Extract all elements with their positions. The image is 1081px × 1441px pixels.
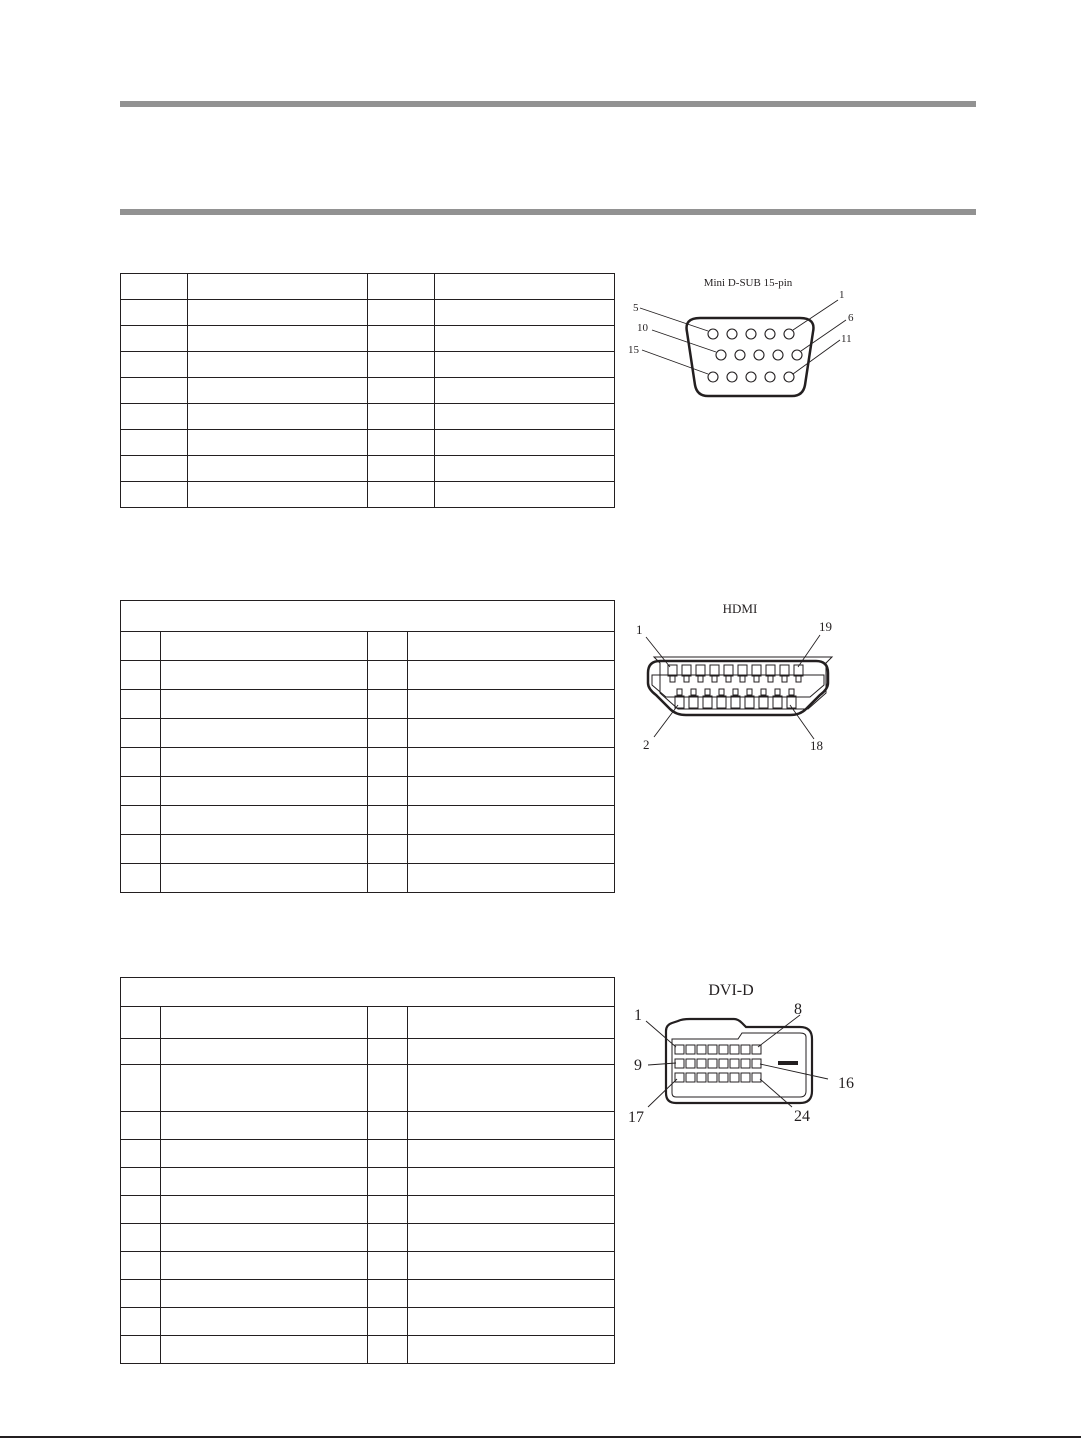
table-cell <box>435 404 615 430</box>
table-header-cell <box>121 978 615 1007</box>
table-cell <box>368 430 435 456</box>
table-cell <box>121 1252 161 1280</box>
hdmi-label-19: 19 <box>819 619 832 634</box>
table-cell <box>188 430 368 456</box>
dvi-pin-table <box>120 977 615 1364</box>
table-cell <box>368 1039 408 1065</box>
second-rule <box>120 209 976 215</box>
table-row <box>121 864 615 893</box>
table-cell <box>368 1252 408 1280</box>
table-cell <box>121 300 188 326</box>
table-row <box>121 1280 615 1308</box>
table-cell <box>435 482 615 508</box>
table-cell <box>435 352 615 378</box>
table-cell <box>188 300 368 326</box>
dvi-label-8: 8 <box>794 1001 802 1018</box>
table-cell <box>121 352 188 378</box>
table-cell <box>121 1280 161 1308</box>
table-cell <box>368 1065 408 1112</box>
top-rule <box>120 101 976 107</box>
dvi-leader-lines <box>646 1015 828 1107</box>
table-header-row <box>121 601 615 632</box>
vga-connector-shell <box>687 318 814 396</box>
table-cell <box>408 835 615 864</box>
table-cell <box>161 632 368 661</box>
table-row <box>121 690 615 719</box>
table-cell <box>121 326 188 352</box>
vga-pin-row-middle <box>716 350 802 360</box>
table-cell <box>368 482 435 508</box>
table-cell <box>368 1280 408 1308</box>
table-row <box>121 404 615 430</box>
table-cell <box>368 1336 408 1364</box>
table-cell <box>121 719 161 748</box>
dvi-diagram-title: DVI-D <box>708 982 754 999</box>
table-cell <box>121 864 161 893</box>
dvi-pin-grid <box>675 1045 761 1082</box>
hdmi-diagram-title: HDMI <box>722 601 758 616</box>
table-cell <box>408 1112 615 1140</box>
vga-connector-diagram <box>620 270 870 410</box>
table-row <box>121 1112 615 1140</box>
table-cell <box>368 378 435 404</box>
table-cell <box>368 632 408 661</box>
vga-pin-row-top <box>708 329 794 339</box>
table-cell <box>408 1168 615 1196</box>
table-cell <box>121 1168 161 1196</box>
table-row <box>121 1065 615 1112</box>
table-cell <box>161 1007 368 1039</box>
table-cell <box>368 806 408 835</box>
table-cell <box>368 352 435 378</box>
table-cell <box>188 352 368 378</box>
table-cell <box>121 1196 161 1224</box>
table-cell <box>121 1308 161 1336</box>
dvi-label-17: 17 <box>628 1109 644 1126</box>
hdmi-pin-row-bottom <box>675 689 796 708</box>
table-cell <box>435 326 615 352</box>
table-cell <box>408 806 615 835</box>
table-row <box>121 1224 615 1252</box>
dvi-label-16: 16 <box>838 1075 854 1092</box>
table-row <box>121 1168 615 1196</box>
table-cell <box>121 404 188 430</box>
table-row <box>121 430 615 456</box>
table-header-row <box>121 978 615 1007</box>
table-row <box>121 352 615 378</box>
table-row <box>121 835 615 864</box>
table-row <box>121 719 615 748</box>
table-row <box>121 378 615 404</box>
bottom-rule <box>0 1436 1081 1438</box>
table-cell <box>368 1196 408 1224</box>
table-cell <box>408 632 615 661</box>
vga-label-5: 5 <box>633 302 639 314</box>
table-cell <box>408 1224 615 1252</box>
table-cell <box>121 690 161 719</box>
table-cell <box>121 456 188 482</box>
table-cell <box>368 748 408 777</box>
hdmi-pin-table <box>120 600 615 893</box>
table-cell <box>121 482 188 508</box>
vga-label-11: 11 <box>841 333 852 345</box>
table-cell <box>368 1112 408 1140</box>
table-cell <box>121 1065 161 1112</box>
table-cell <box>161 1280 368 1308</box>
table-cell <box>188 404 368 430</box>
hdmi-pin-row-top <box>668 665 803 682</box>
table-cell <box>408 748 615 777</box>
table-row <box>121 326 615 352</box>
table-row <box>121 806 615 835</box>
table-row <box>121 300 615 326</box>
table-cell <box>368 274 435 300</box>
table-cell <box>188 326 368 352</box>
table-cell <box>161 864 368 893</box>
table-cell <box>368 835 408 864</box>
dvi-connector-diagram <box>620 975 870 1135</box>
table-row <box>121 1252 615 1280</box>
vga-label-6: 6 <box>848 312 854 324</box>
vga-pin-table <box>120 273 615 508</box>
table-cell <box>368 661 408 690</box>
table-row <box>121 632 615 661</box>
table-cell <box>188 274 368 300</box>
table-cell <box>408 1196 615 1224</box>
vga-pin-row-bottom <box>708 372 794 382</box>
table-cell <box>161 719 368 748</box>
table-cell <box>408 719 615 748</box>
table-cell <box>161 661 368 690</box>
table-cell <box>188 378 368 404</box>
table-cell <box>121 661 161 690</box>
table-cell <box>161 1224 368 1252</box>
table-cell <box>161 1336 368 1364</box>
dvi-label-9: 9 <box>634 1057 642 1074</box>
table-cell <box>408 864 615 893</box>
table-row <box>121 777 615 806</box>
table-cell <box>408 1280 615 1308</box>
table-row <box>121 274 615 300</box>
table-row <box>121 456 615 482</box>
table-cell <box>368 1224 408 1252</box>
table-cell <box>161 1308 368 1336</box>
table-cell <box>121 806 161 835</box>
table-cell <box>121 835 161 864</box>
table-cell <box>408 690 615 719</box>
table-header-cell <box>121 601 615 632</box>
table-cell <box>368 1308 408 1336</box>
table-cell <box>368 1140 408 1168</box>
table-row <box>121 661 615 690</box>
table-cell <box>435 378 615 404</box>
table-cell <box>368 1168 408 1196</box>
table-cell <box>435 430 615 456</box>
table-cell <box>368 326 435 352</box>
table-cell <box>121 1039 161 1065</box>
table-cell <box>368 864 408 893</box>
dvi-label-24: 24 <box>794 1108 810 1125</box>
table-row <box>121 1140 615 1168</box>
table-row <box>121 1039 615 1065</box>
table-cell <box>408 661 615 690</box>
vga-diagram-title: Mini D-SUB 15-pin <box>703 277 793 289</box>
table-cell <box>161 690 368 719</box>
table-cell <box>408 1007 615 1039</box>
table-cell <box>121 1140 161 1168</box>
table-cell <box>368 1007 408 1039</box>
table-cell <box>435 274 615 300</box>
hdmi-label-1: 1 <box>636 622 643 637</box>
table-cell <box>161 748 368 777</box>
dvi-ground-blade <box>778 1061 798 1065</box>
table-cell <box>161 1196 368 1224</box>
table-cell <box>161 806 368 835</box>
table-cell <box>121 1112 161 1140</box>
table-row <box>121 1196 615 1224</box>
table-cell <box>408 1336 615 1364</box>
table-cell <box>161 1065 368 1112</box>
table-row <box>121 1336 615 1364</box>
table-cell <box>121 378 188 404</box>
table-row <box>121 1308 615 1336</box>
table-cell <box>121 1007 161 1039</box>
table-cell <box>408 1308 615 1336</box>
table-row <box>121 1007 615 1039</box>
table-row <box>121 482 615 508</box>
table-cell <box>368 404 435 430</box>
table-cell <box>435 300 615 326</box>
dvi-label-1: 1 <box>634 1007 642 1024</box>
table-cell <box>408 1039 615 1065</box>
table-cell <box>368 300 435 326</box>
table-cell <box>161 1140 368 1168</box>
hdmi-leader-lines <box>646 635 820 739</box>
table-cell <box>161 1039 368 1065</box>
table-cell <box>368 690 408 719</box>
table-cell <box>435 456 615 482</box>
table-cell <box>121 1336 161 1364</box>
table-cell <box>161 777 368 806</box>
table-cell <box>408 1140 615 1168</box>
table-cell <box>121 777 161 806</box>
hdmi-connector-diagram <box>630 597 870 757</box>
table-cell <box>161 1252 368 1280</box>
table-cell <box>161 1112 368 1140</box>
table-cell <box>121 274 188 300</box>
table-cell <box>121 1224 161 1252</box>
table-cell <box>161 835 368 864</box>
table-cell <box>368 777 408 806</box>
vga-leader-lines <box>640 300 846 374</box>
table-cell <box>161 1168 368 1196</box>
table-cell <box>121 632 161 661</box>
vga-label-15: 15 <box>628 344 639 356</box>
table-cell <box>408 1065 615 1112</box>
table-cell <box>121 430 188 456</box>
table-cell <box>188 482 368 508</box>
table-cell <box>368 456 435 482</box>
table-cell <box>188 456 368 482</box>
vga-label-10: 10 <box>637 322 648 334</box>
table-cell <box>121 748 161 777</box>
table-cell <box>408 1252 615 1280</box>
table-cell <box>408 777 615 806</box>
hdmi-label-18: 18 <box>810 738 823 753</box>
table-row <box>121 748 615 777</box>
hdmi-label-2: 2 <box>643 737 650 752</box>
table-cell <box>368 719 408 748</box>
vga-label-1: 1 <box>839 289 845 301</box>
